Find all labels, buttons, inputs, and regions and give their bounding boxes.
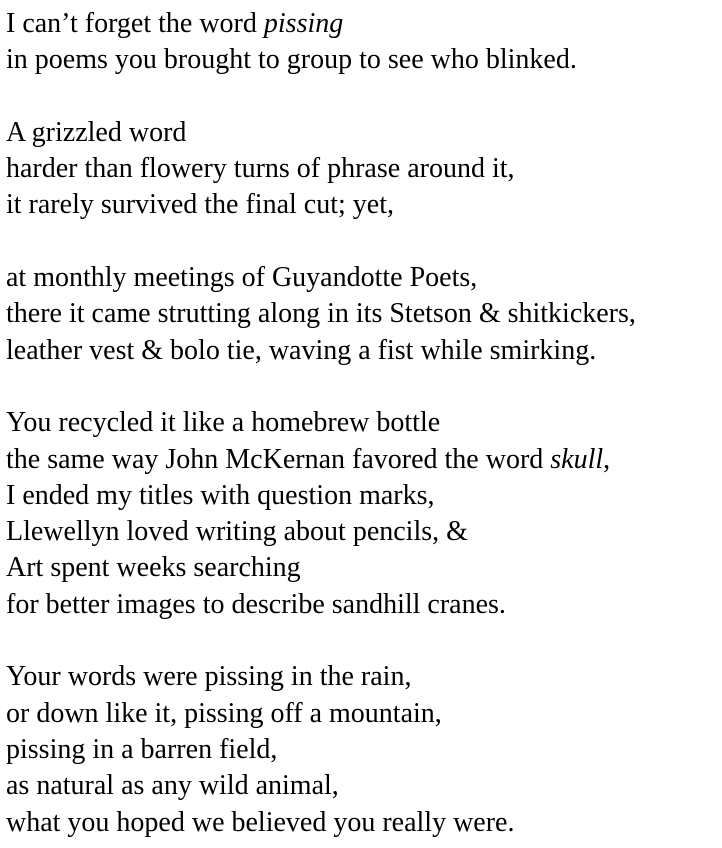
line-text-after: , [603,443,611,475]
poem-line [6,768,722,804]
italic-word: skull [550,443,604,475]
poem-line [6,6,722,42]
line-text: Your words were pissing in the rain, [6,661,412,693]
line-text: leather vest & bolo tie, waving a fist while smirking. [6,334,597,366]
poem-line [6,115,722,151]
poem-line [6,550,722,586]
poem-line [6,478,722,514]
line-text: I ended my titles with question marks, [6,479,435,511]
line-text: for better images to describe sandhill cranes. [6,588,506,620]
poem-line [6,732,722,768]
poem-line [6,405,722,441]
poem-line [6,187,722,223]
poem-line [6,260,722,296]
line-text: what you hoped we believed you really were. [6,806,515,838]
line-text: You recycled it like a homebrew bottle [6,407,441,439]
stanza-5 [6,659,722,840]
poem-line [6,696,722,732]
line-text: the same way John McKernan favored the word [6,443,551,475]
line-text: pissing in a barren field, [6,733,278,765]
italic-word: pissing [263,8,344,39]
stanza-3 [6,260,722,369]
poem-line [6,151,722,187]
poem-line [6,442,722,478]
poem-body [6,6,722,841]
poem-line [6,805,722,841]
poem-line [6,587,722,623]
poem-line [6,514,722,550]
line-text: in poems you brought to group to see who blinked. [6,44,577,76]
line-text: as natural as any wild animal, [6,770,339,802]
line-text: or down like it, pissing off a mountain, [6,697,442,729]
line-text: I can’t forget the word [6,8,264,39]
stanza-1 [6,6,722,79]
line-text: it rarely survived the final cut; yet, [6,189,394,221]
poem-line [6,333,722,369]
poem-line [6,659,722,695]
line-text: at monthly meetings of Guyandotte Poets, [6,262,478,294]
line-text: there it came strutting along in its Stetson & shitkickers, [6,298,636,330]
line-text: Art spent weeks searching [6,552,301,584]
stanza-4 [6,405,722,623]
line-text: Llewellyn loved writing about pencils, & [6,516,468,548]
line-text: harder than flowery turns of phrase around it, [6,153,515,185]
poem-line [6,296,722,332]
line-text: A grizzled word [6,116,187,148]
stanza-2 [6,115,722,224]
poem-line [6,42,722,78]
